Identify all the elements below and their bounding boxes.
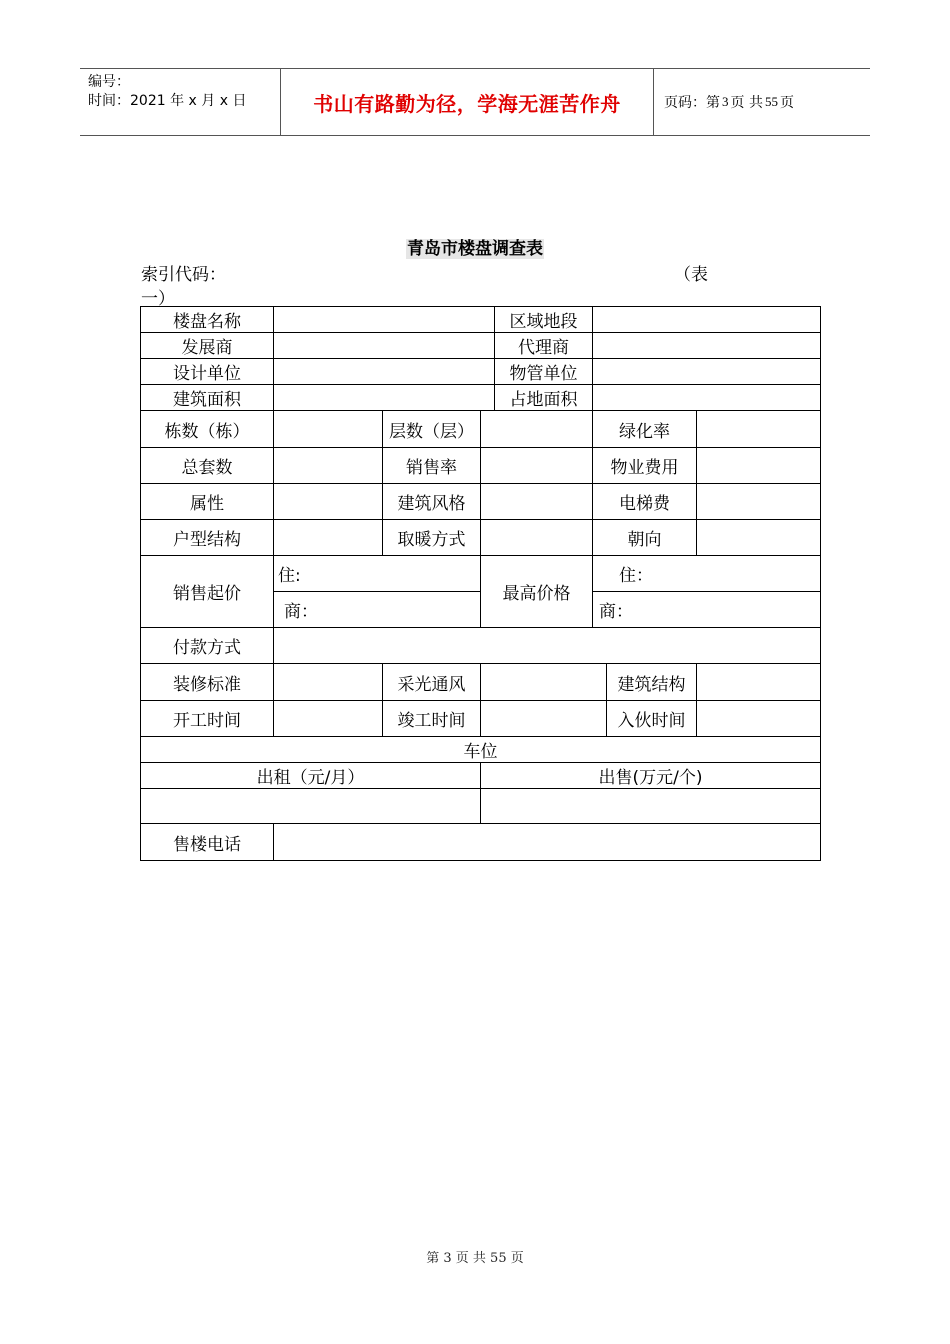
table-row <box>141 664 821 701</box>
value-heating[interactable] <box>481 520 593 556</box>
time-label: 时间：2021 年 x 月 x 日 <box>88 93 247 109</box>
label-design-unit: 设计单位 <box>141 359 274 385</box>
label-heating: 取暖方式 <box>383 520 481 556</box>
value-attribute[interactable] <box>274 484 383 520</box>
max-price-commercial[interactable]: 商： <box>593 592 821 628</box>
label-developer: 发展商 <box>141 333 274 359</box>
value-design-unit[interactable] <box>274 359 495 385</box>
label-arch-style: 建筑风格 <box>383 484 481 520</box>
table-number-part2: 一） <box>141 289 175 309</box>
table-row <box>141 701 821 737</box>
label-decoration: 装修标准 <box>141 664 274 701</box>
table-row <box>141 307 821 333</box>
label-elevator-fee: 电梯费 <box>593 484 697 520</box>
label-payment: 付款方式 <box>141 628 274 664</box>
start-price-residential[interactable]: 住: <box>274 556 481 592</box>
value-elevator-fee[interactable] <box>697 484 821 520</box>
table-row <box>141 520 821 556</box>
page-total: 55 <box>764 94 778 109</box>
label-phone: 售楼电话 <box>141 824 274 861</box>
value-start-time[interactable] <box>274 701 383 737</box>
value-orientation[interactable] <box>697 520 821 556</box>
value-property-mgmt[interactable] <box>593 359 821 385</box>
value-complete-time[interactable] <box>481 701 607 737</box>
table-row <box>141 824 821 861</box>
table-row <box>141 385 821 411</box>
table-row <box>141 763 821 789</box>
header-page-info <box>654 69 870 135</box>
page-mid: 页 共 <box>730 95 763 111</box>
value-lighting[interactable] <box>481 664 607 701</box>
label-area-section: 区域地段 <box>495 307 593 333</box>
label-complete-time: 竣工时间 <box>383 701 481 737</box>
table-row <box>141 448 821 484</box>
value-agent[interactable] <box>593 333 821 359</box>
value-greening[interactable] <box>697 411 821 448</box>
table-number-part1: （表 <box>674 265 708 285</box>
table-row <box>141 789 821 824</box>
header-slogan-cell <box>281 69 654 135</box>
table-row <box>141 359 821 385</box>
label-greening: 绿化率 <box>593 411 697 448</box>
value-building-area[interactable] <box>274 385 495 411</box>
label-layout: 户型结构 <box>141 520 274 556</box>
table-row <box>141 628 821 664</box>
label-structure: 建筑结构 <box>607 664 697 701</box>
number-label: 编号： <box>88 74 130 90</box>
label-floors: 层数（层） <box>383 411 481 448</box>
label-total-units: 总套数 <box>141 448 274 484</box>
label-sales-rate: 销售率 <box>383 448 481 484</box>
value-structure[interactable] <box>697 664 821 701</box>
label-land-area: 占地面积 <box>495 385 593 411</box>
label-property-mgmt: 物管单位 <box>495 359 593 385</box>
label-buildings: 栋数（栋） <box>141 411 274 448</box>
table-row <box>141 556 821 592</box>
index-code-label: 索引代码： <box>141 265 226 285</box>
label-sale: 出售(万元/个) <box>481 763 821 789</box>
value-rent[interactable] <box>141 789 481 824</box>
label-max-price: 最高价格 <box>481 556 593 628</box>
value-movein-time[interactable] <box>697 701 821 737</box>
page-footer: 第 3 页 共 55 页 <box>426 1251 524 1266</box>
value-sales-rate[interactable] <box>481 448 593 484</box>
value-payment[interactable] <box>274 628 821 664</box>
label-building-area: 建筑面积 <box>141 385 274 411</box>
label-start-price: 销售起价 <box>141 556 274 628</box>
label-parking: 车位 <box>141 737 821 763</box>
value-floors[interactable] <box>481 411 593 448</box>
document-title: 青岛市楼盘调查表 <box>407 239 543 259</box>
header-slogan: 书山有路勤为径，学海无涯苦作舟 <box>313 91 621 116</box>
label-start-time: 开工时间 <box>141 701 274 737</box>
label-property-fee: 物业费用 <box>593 448 697 484</box>
value-total-units[interactable] <box>274 448 383 484</box>
value-developer[interactable] <box>274 333 495 359</box>
value-buildings[interactable] <box>274 411 383 448</box>
value-arch-style[interactable] <box>481 484 593 520</box>
page-suffix: 页 <box>779 95 794 111</box>
value-area-section[interactable] <box>593 307 821 333</box>
page-prefix: 页码：第 <box>664 95 720 111</box>
start-price-commercial[interactable]: 商： <box>274 592 481 628</box>
table-row <box>141 484 821 520</box>
header-meta <box>80 69 281 135</box>
table-row <box>141 411 821 448</box>
page-header <box>80 68 870 136</box>
label-movein-time: 入伙时间 <box>607 701 697 737</box>
value-decoration[interactable] <box>274 664 383 701</box>
value-phone[interactable] <box>274 824 821 861</box>
value-layout[interactable] <box>274 520 383 556</box>
label-attribute: 属性 <box>141 484 274 520</box>
value-property-fee[interactable] <box>697 448 821 484</box>
page-current: 3 <box>722 94 729 109</box>
table-row <box>141 333 821 359</box>
label-orientation: 朝向 <box>593 520 697 556</box>
label-lighting: 采光通风 <box>383 664 481 701</box>
value-name[interactable] <box>274 307 495 333</box>
value-sale[interactable] <box>481 789 821 824</box>
value-land-area[interactable] <box>593 385 821 411</box>
label-rent: 出租（元/月） <box>141 763 481 789</box>
label-name: 楼盘名称 <box>141 307 274 333</box>
table-row <box>141 737 821 763</box>
max-price-residential[interactable]: 住： <box>593 556 821 592</box>
survey-table <box>140 306 821 861</box>
label-agent: 代理商 <box>495 333 593 359</box>
